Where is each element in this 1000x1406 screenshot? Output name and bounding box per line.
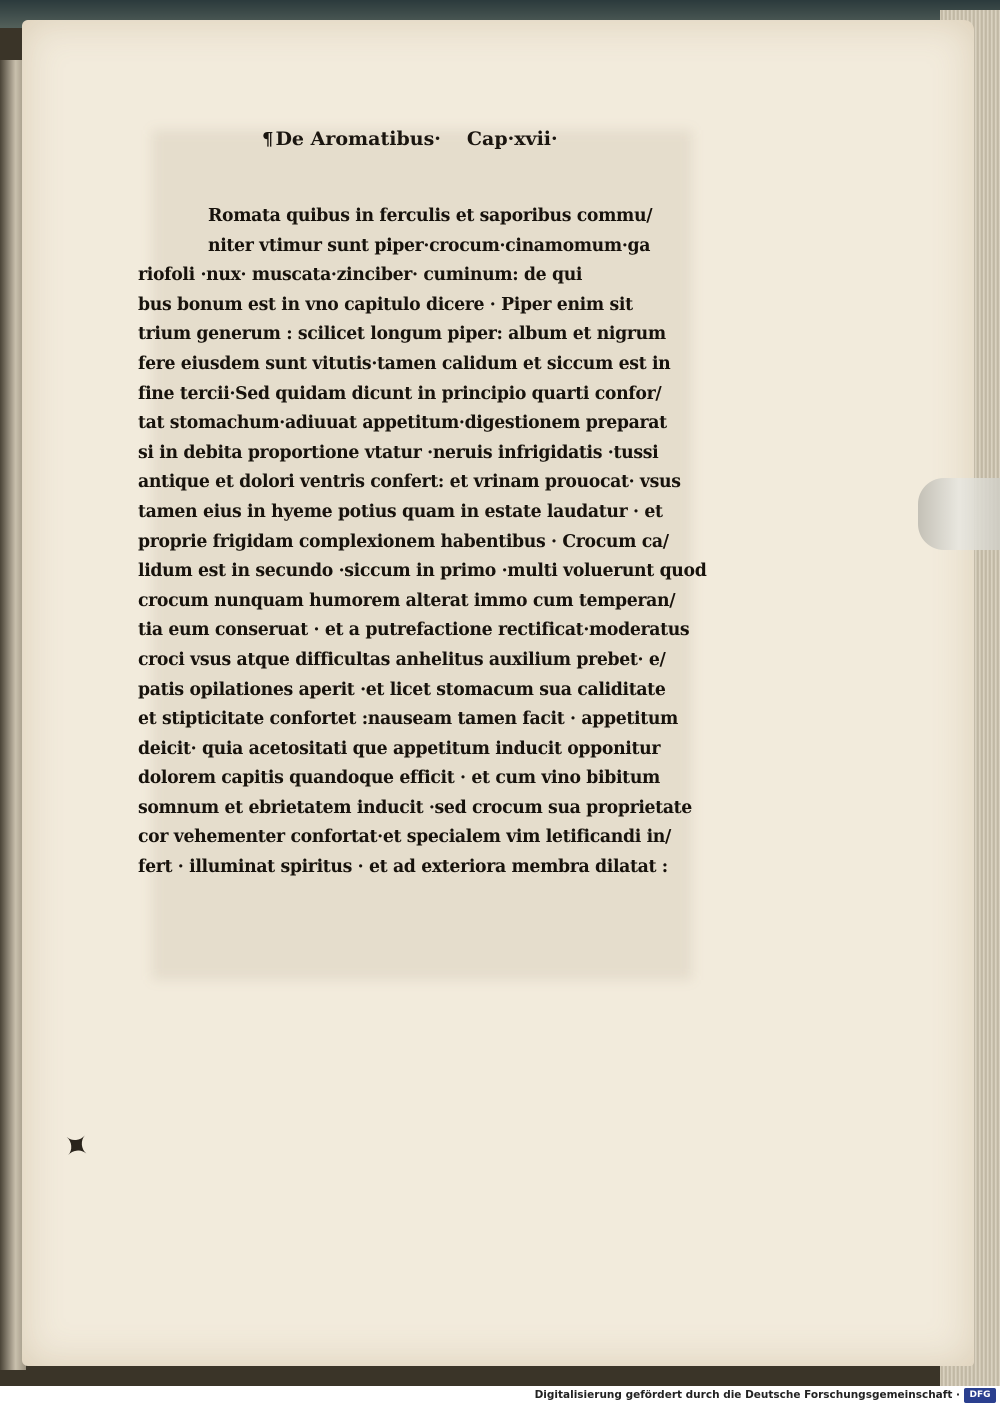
page-tab: [918, 478, 1000, 550]
text-line: tia eum conseruat · et a putrefactione rectificat·moderatus: [138, 620, 690, 641]
dfg-logo: DFG: [964, 1388, 996, 1403]
text-line: somnum et ebrietatem inducit ·sed crocum sua proprietate: [138, 797, 692, 818]
text-line: tat stomachum·adiuuat appetitum·digestionem preparat: [138, 413, 667, 434]
text-line: patis opilationes aperit ·et licet stomacum sua caliditate: [138, 679, 666, 700]
text-line: riofoli ·nux· muscata·zinciber· cuminum: de qui: [138, 265, 583, 286]
text-line: fere eiusdem sunt vitutis·tamen calidum et siccum est in: [138, 353, 671, 374]
chapter-heading: [262, 128, 558, 150]
text-line: croci vsus atque difficultas anhelitus auxilium prebet· e/: [138, 649, 666, 670]
pilcrow: ¶: [262, 129, 274, 150]
text-line: fine tercii·Sed quidam dicunt in principio quarti confor/: [138, 383, 662, 404]
text-line: tamen eius in hyeme potius quam in estate laudatur · et: [138, 501, 663, 522]
text-line: dolorem capitis quandoque efficit · et cum vino bibitum: [138, 768, 660, 789]
text-line: antique et dolori ventris confert: et vrinam prouocat· vsus: [138, 472, 681, 493]
text-line: bus bonum est in vno capitulo dicere · Piper enim sit: [138, 294, 633, 315]
text-line: fert · illuminat spiritus · et ad exteriora membra dilatat :: [138, 857, 668, 878]
text-line: trium generum : scilicet longum piper: album et nigrum: [138, 324, 666, 345]
text-line: lidum est in secundo ·siccum in primo ·multi voluerunt quod: [138, 561, 707, 582]
footer-credit: Digitalisierung gefördert durch die Deutsche Forschungsgemeinschaft ·: [534, 1389, 960, 1401]
text-line: cor vehementer confortat·et specialem vim letificandi in/: [138, 827, 671, 848]
text-line: niter vtimur sunt piper·crocum·cinamomum·ga: [208, 235, 651, 256]
text-block: [138, 202, 707, 883]
footer-bar: [0, 1386, 1000, 1406]
text-line: deicit· quia acetositati que appetitum inducit opponitur: [138, 738, 661, 759]
chapter-number: Cap·xvii·: [466, 128, 558, 150]
ink-fleck: ✦: [51, 1121, 100, 1171]
text-line: si in debita proportione vtatur ·neruis infrigidatis ·tussi: [138, 442, 659, 463]
heading-title: De Aromatibus·: [275, 128, 441, 150]
text-line: Romata quibus in ferculis et saporibus commu/: [208, 206, 653, 226]
text-line: proprie frigidam complexionem habentibus · Crocum ca/: [138, 531, 669, 552]
text-line: et stipticitate confortet :nauseam tamen facit · appetitum: [138, 709, 678, 730]
text-line: crocum nunquam humorem alterat immo cum temperan/: [138, 590, 676, 611]
